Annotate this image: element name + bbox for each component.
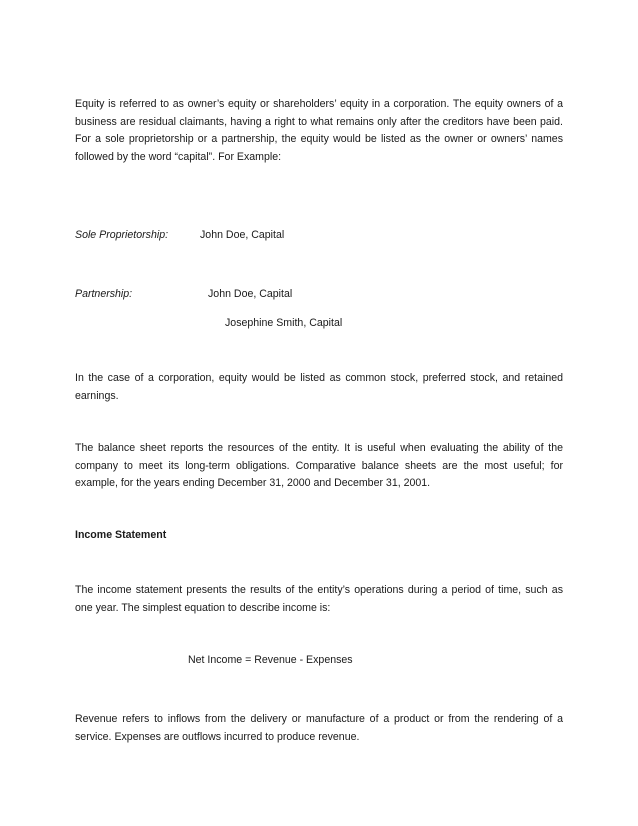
income-statement-heading: Income Statement — [75, 529, 167, 541]
revenue-paragraph: Revenue refers to inflows from the delivery or manufacture of a product or from the rendering of a service. Expenses are outflows incurred to produce revenue. — [75, 713, 563, 743]
partnership-value-1: John Doe, Capital — [208, 288, 293, 300]
sole-proprietorship-label: Sole Proprietorship: — [75, 229, 169, 241]
partnership-label: Partnership: — [75, 288, 133, 300]
income-equation: Net Income = Revenue - Expenses — [188, 654, 353, 666]
balance-sheet-paragraph: The balance sheet reports the resources of the entity. It is useful when evaluating the ability of the company to meet its long-term obligations. Comparative balance sheets are the most useful; for example, for the years ending December 31, 2000 and December 31, 2001. — [75, 442, 563, 489]
sole-proprietorship-value: John Doe, Capital — [200, 229, 285, 241]
income-statement-paragraph: The income statement presents the results of the entity’s operations during a period of time, such as one year. The simplest equation to describe income is: — [75, 584, 563, 614]
equity-paragraph: Equity is referred to as owner’s equity or shareholders’ equity in a corporation. The equity owners of a business are residual claimants, having a right to what remains only after the creditors have been paid. For a sole proprietorship or a partnership, the equity would be listed as the owner or owners’ names followed by the word “capital”. For Example: — [75, 98, 563, 163]
partnership-value-2: Josephine Smith, Capital — [225, 317, 343, 329]
corporation-paragraph: In the case of a corporation, equity would be listed as common stock, preferred stock, and retained earnings. — [75, 372, 563, 402]
